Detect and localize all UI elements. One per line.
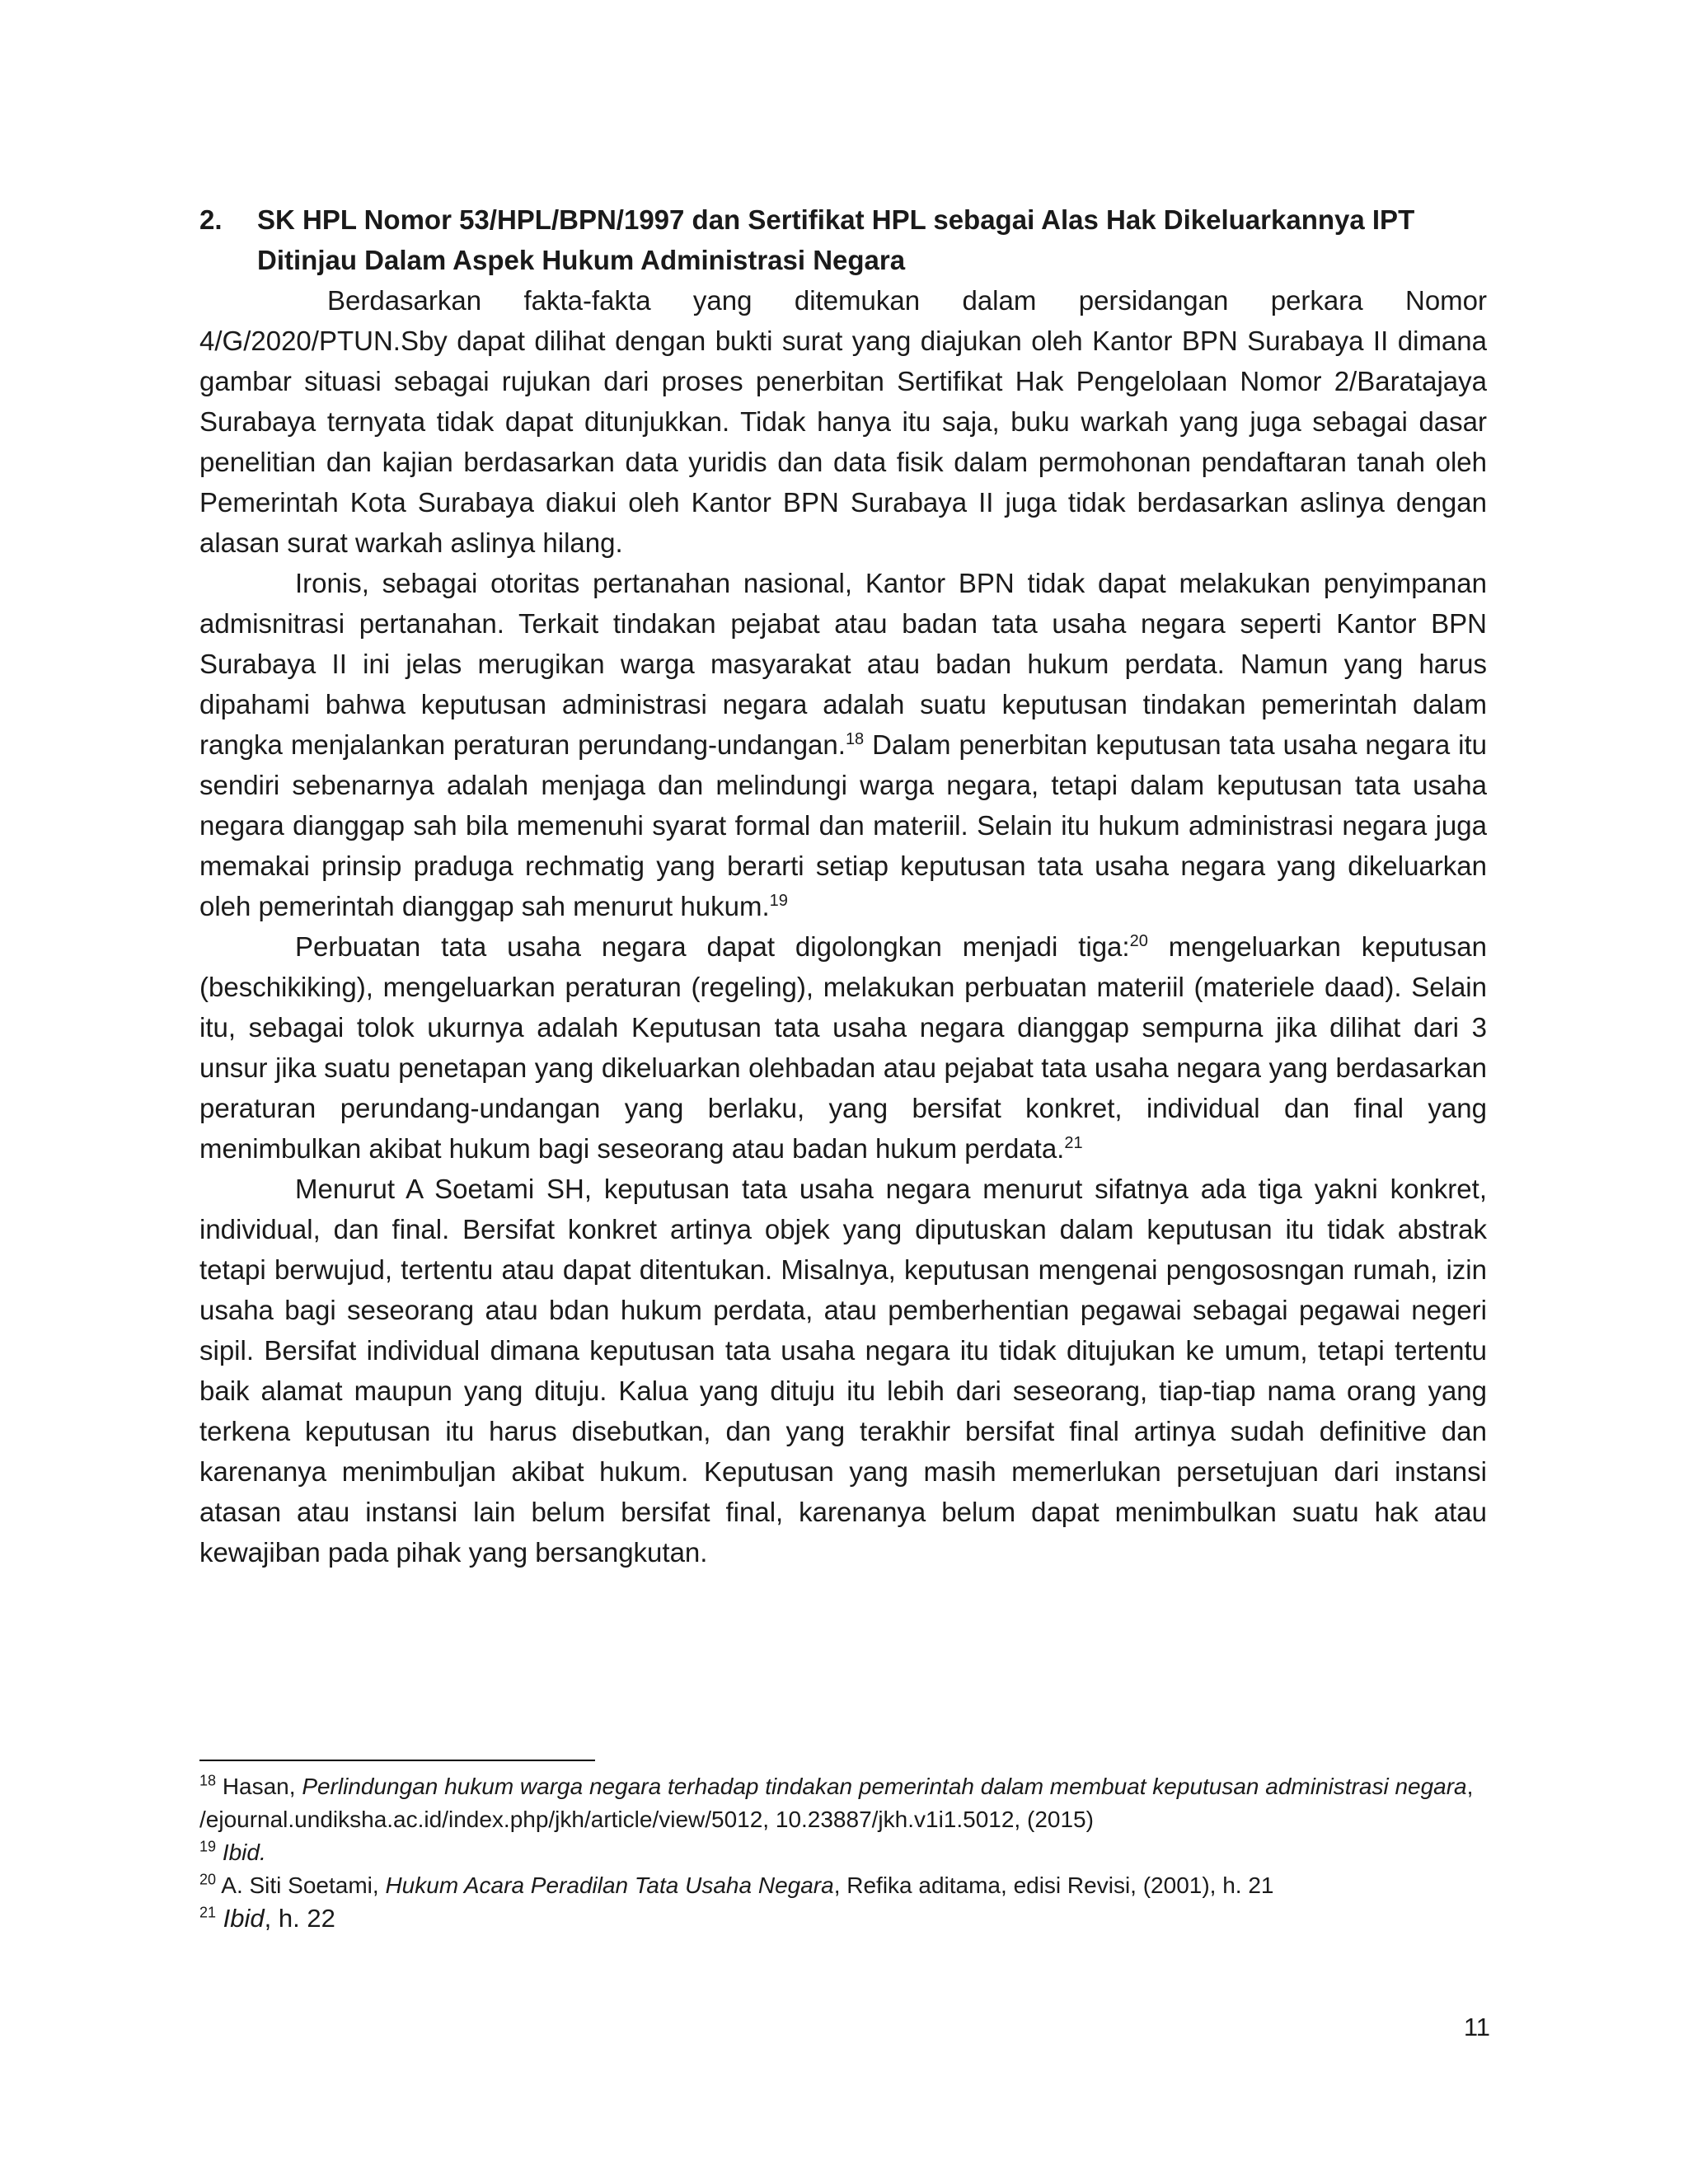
footnote-text: , /ejournal.undiksha.ac.id/index.php/jkh/article/view/5012, 10.23887/jkh.v1i1.5012, (2015) (199, 1774, 1474, 1832)
paragraph-text: Perbuatan tata usaha negara dapat digolongkan menjadi tiga: (295, 931, 1130, 962)
footnote-ref-19[interactable]: 19 (769, 892, 788, 910)
footnote-18 (199, 1770, 1518, 1836)
footnote-19 (199, 1836, 1518, 1869)
paragraph-text: Berdasarkan fakta-fakta yang ditemukan dalam persidangan perkara Nomor 4/G/2020/PTUN.Sby dapat dilihat dengan bukti surat yang diajukan oleh Kantor BPN Surabaya II dimana gambar situasi sebagai rujukan dari proses penerbitan Sertifikat Hak Pengelolaan Nomor 2/Baratajaya Surabaya ternyata tidak dapat ditunjukkan. Tidak hanya itu saja, buku warkah yang juga sebagai dasar penelitian dan kajian berdasarkan data yuridis dan data fisik dalam permohonan pendaftaran tanah oleh Pemerintah Kota Surabaya diakui oleh Kantor BPN Surabaya II juga tidak berdasarkan aslinya dengan alasan surat warkah aslinya hilang. (199, 285, 1487, 558)
paragraph-4 (199, 1169, 1487, 1572)
footnote-number: 19 (199, 1838, 217, 1855)
paragraph-text: Menurut A Soetami SH, keputusan tata usaha negara menurut sifatnya ada tiga yakni konkret, individual, dan final. Bersifat konkret artinya objek yang diputuskan dalam keputusan itu tidak abstrak tetapi berwujud, tertentu atau dapat ditentukan. Misalnya, keputusan mengenai pengososngan rumah, izin usaha bagi seseorang atau bdan hukum perdata, atau pemberhentian pegawai sebagai pegawai negeri sipil. Bersifat individual dimana keputusan tata usaha negara itu tidak ditujukan ke umum, tetapi tertentu baik alamat maupun yang dituju. Kalua yang dituju itu lebih dari seseorang, tiap-tiap nama orang yang terkena keputusan itu harus disebutkan, dan yang terakhir bersifat final artinya sudah definitive dan karenanya menimbuljan akibat hukum. Keputusan yang masih memerlukan persetujuan dari instansi atasan atau instansi lain belum bersifat final, karenanya belum dapat menimbulkan suatu hak atau kewajiban pada pihak yang bersangkutan. (199, 1174, 1487, 1568)
footnote-ref-21[interactable]: 21 (1064, 1134, 1083, 1152)
footnote-separator (199, 1760, 595, 1761)
footnote-number: 18 (199, 1772, 217, 1789)
paragraph-text: Dalam penerbitan keputusan tata usaha negara itu sendiri sebenarnya adalah menjaga dan melindungi warga negara, tetapi dalam keputusan tata usaha negara dianggap sah bila memenuhi syarat formal dan materiil. Selain itu hukum administrasi negara juga memakai prinsip praduga rechmatig yang berarti setiap keputusan tata usaha negara yang dikeluarkan oleh pemerintah dianggap sah menurut hukum. (199, 729, 1487, 921)
paragraph-text: mengeluarkan keputusan (beschikiking), mengeluarkan peraturan (regeling), melakukan perbuatan materiil (materiele daad). Selain itu, sebagai tolok ukurnya adalah Keputusan tata usaha negara dianggap sempurna jika dilihat dari 3 unsur jika suatu penetapan yang dikeluarkan olehbadan atau pejabat tata usaha negara yang berdasarkan peraturan perundang-undangan yang berlaku, yang bersifat konkret, individual dan final yang menimbulkan akibat hukum bagi seseorang atau badan hukum perdata. (199, 931, 1488, 1164)
paragraph-text: Ironis, sebagai otoritas pertanahan nasional, Kantor BPN tidak dapat melakukan penyimpanan admisnitrasi pertanahan. Terkait tindakan pejabat atau badan tata usaha negara seperti Kantor BPN Surabaya II ini jelas merugikan warga masyarakat atau badan hukum perdata. Namun yang harus dipahami bahwa keputusan administrasi negara adalah suatu keputusan tindakan pemerintah dalam rangka menjalankan peraturan perundang-undangan. (199, 568, 1487, 760)
section-title: SK HPL Nomor 53/HPL/BPN/1997 dan Sertifikat HPL sebagai Alas Hak Dikeluarkannya IPT Ditinjau Dalam Aspek Hukum Administrasi Negara (257, 204, 1415, 275)
footnote-title: Ibid (223, 1904, 265, 1933)
paragraph-3 (199, 926, 1487, 1169)
footnote-title: Hukum Acara Peradilan Tata Usaha Negara (385, 1872, 834, 1898)
section-heading (199, 199, 1487, 280)
footnote-text: Hasan, (222, 1774, 302, 1799)
footnote-ref-18[interactable]: 18 (845, 730, 865, 748)
paragraph-2 (199, 563, 1487, 926)
footnote-title: Perlindungan hukum warga negara terhadap tindakan pemerintah dalam membuat keputusan administrasi negara (302, 1774, 1467, 1799)
footnotes (199, 1770, 1518, 1935)
paragraph-1 (199, 280, 1487, 563)
footnote-text: A. Siti Soetami, (221, 1872, 386, 1898)
footnote-ref-20[interactable]: 20 (1129, 932, 1148, 950)
footnote-20 (199, 1869, 1518, 1902)
footnote-text: , Refika aditama, edisi Revisi, (2001), h. 21 (833, 1872, 1274, 1898)
footnote-text: , h. 22 (264, 1904, 335, 1933)
footnote-title: Ibid. (222, 1840, 266, 1865)
footnote-21 (199, 1902, 1518, 1935)
page-number: 11 (1463, 2013, 1490, 2041)
section-number: 2. (199, 204, 223, 235)
footnote-number: 21 (199, 1904, 217, 1921)
footnote-number: 20 (199, 1871, 217, 1888)
body-text (199, 199, 1487, 1572)
